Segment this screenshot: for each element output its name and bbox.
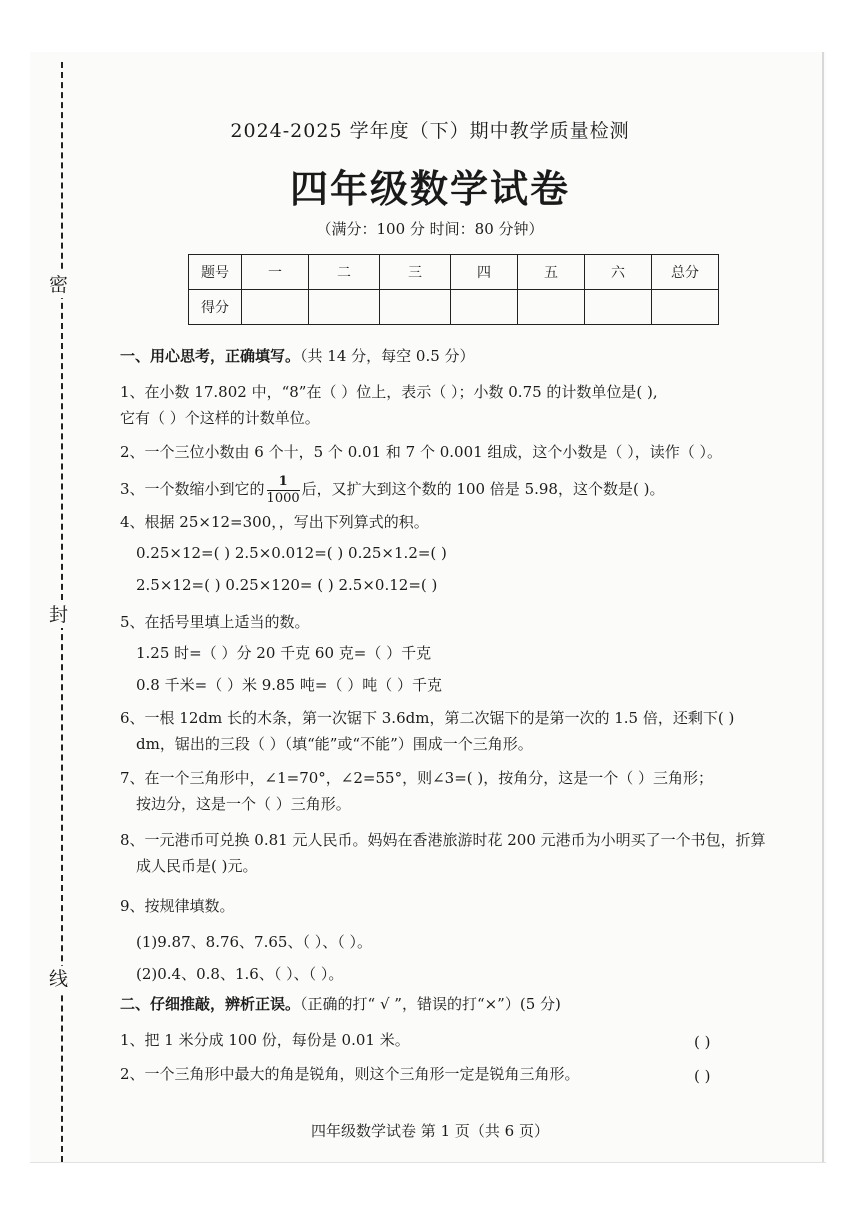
q8-line2: 成人民币是( )元。 bbox=[136, 857, 258, 875]
cell-q1: 一 bbox=[242, 255, 309, 290]
q5-row1: 1.25 时=（ ）分 20 千克 60 克=（ ）千克 bbox=[136, 644, 432, 662]
q2-line: 2、一个三位小数由 6 个十，5 个 0.01 和 7 个 0.001 组成，这个小数是（ ），读作（ ）。 bbox=[120, 443, 722, 461]
q9-stem: 9、按规律填数。 bbox=[120, 897, 235, 915]
tf-answer-blank-1[interactable]: ( ) bbox=[694, 1033, 711, 1051]
section1-header bbox=[120, 346, 475, 366]
cell-q4: 四 bbox=[451, 255, 518, 290]
score-table bbox=[188, 254, 719, 325]
q4-row2: 2.5×12=( ) 0.25×120= ( ) 2.5×0.12=( ) bbox=[136, 576, 438, 594]
section2-header bbox=[120, 994, 561, 1014]
score-input-cell[interactable] bbox=[451, 290, 518, 325]
q3-post: 后，又扩大到这个数的 100 倍是 5.98，这个数是( )。 bbox=[301, 480, 665, 498]
q9-row2: (2)0.4、0.8、1.6、（ ）、（ ）。 bbox=[136, 965, 344, 983]
page-footer: 四年级数学试卷 第 1 页（共 6 页） bbox=[311, 1122, 549, 1140]
q4-row1: 0.25×12=( ) 2.5×0.012=( ) 0.25×1.2=( ) bbox=[136, 544, 447, 562]
exam-subtitle: 2024-2025 学年度（下）期中教学质量检测 bbox=[230, 120, 630, 142]
cell-q2: 二 bbox=[309, 255, 380, 290]
tf-answer-blank-2[interactable]: ( ) bbox=[694, 1067, 711, 1085]
cell-q5: 五 bbox=[518, 255, 585, 290]
exam-info: （满分：100 分 时间：80 分钟） bbox=[316, 220, 544, 238]
score-input-cell[interactable] bbox=[380, 290, 451, 325]
cell-q3: 三 bbox=[380, 255, 451, 290]
section2-note: （正确的打“ √ ”，错误的打“×”）(5 分) bbox=[300, 995, 561, 1013]
q4-stem: 4、根据 25×12=300，，写出下列算式的积。 bbox=[120, 513, 429, 531]
cell-q6: 六 bbox=[585, 255, 652, 290]
seal-char-xian: 线 bbox=[49, 968, 69, 990]
score-input-cell[interactable] bbox=[309, 290, 380, 325]
q7-line1: 7、在一个三角形中，∠1=70°，∠2=55°，则∠3=( )，按角分，这是一个（ ）三角形； bbox=[120, 769, 714, 787]
cell-score-label: 得分 bbox=[189, 290, 242, 325]
seal-char-feng: 封 bbox=[49, 604, 69, 626]
q7-line2: 按边分，这是一个（ ）三角形。 bbox=[136, 795, 351, 813]
q9-row1: (1)9.87、8.76、7.65、（ ）、（ ）。 bbox=[136, 933, 372, 951]
tf-item-1: 1、把 1 米分成 100 份，每份是 0.01 米。 bbox=[120, 1031, 410, 1049]
q8-line1: 8、一元港币可兑换 0.81 元人民币。妈妈在香港旅游时花 200 元港币为小明买了一个书包，折算 bbox=[120, 831, 766, 849]
tf-item-2: 2、一个三角形中最大的角是锐角，则这个三角形一定是锐角三角形。 bbox=[120, 1065, 580, 1083]
seal-char-mi: 密 bbox=[49, 274, 69, 296]
q1-line2: 它有（ ）个这样的计数单位。 bbox=[120, 409, 320, 427]
q5-row2: 0.8 千米=（ ）米 9.85 吨=（ ）吨（ ）千克 bbox=[136, 676, 442, 694]
q3-line bbox=[120, 472, 664, 507]
q6-line2: dm，锯出的三段（ ）（填“能”或“不能”）围成一个三角形。 bbox=[136, 735, 533, 753]
cell-total: 总分 bbox=[652, 255, 719, 290]
q3-pre: 3、一个数缩小到它的 bbox=[120, 480, 265, 498]
section1-heading: 一、用心思考，正确填写。 bbox=[120, 347, 301, 365]
q5-stem: 5、在括号里填上适当的数。 bbox=[120, 613, 310, 631]
q3-fraction-denominator: 1000 bbox=[266, 490, 300, 506]
section2-heading: 二、仔细推敲，辨析正误。 bbox=[120, 995, 301, 1013]
section1-note: （共 14 分，每空 0.5 分） bbox=[300, 347, 475, 365]
exam-title: 四年级数学试卷 bbox=[289, 167, 570, 211]
paper-bottom-edge bbox=[30, 1162, 826, 1163]
q6-line1: 6、一根 12dm 长的木条，第一次锯下 3.6dm，第二次锯下的是第一次的 1.5 倍，还剩下( ) bbox=[120, 709, 735, 727]
cell-question-label: 题号 bbox=[189, 255, 242, 290]
score-table-score-row bbox=[189, 290, 719, 325]
score-table-header-row bbox=[189, 255, 719, 290]
score-input-cell[interactable] bbox=[518, 290, 585, 325]
q3-fraction-numerator: 1 bbox=[267, 474, 300, 491]
score-input-cell[interactable] bbox=[242, 290, 309, 325]
score-input-cell[interactable] bbox=[652, 290, 719, 325]
q1-line1: 1、在小数 17.802 中，“8”在（ ）位上，表示（ ）；小数 0.75 的计数单位是( ), bbox=[120, 383, 658, 401]
q3-fraction bbox=[267, 474, 300, 507]
score-input-cell[interactable] bbox=[585, 290, 652, 325]
